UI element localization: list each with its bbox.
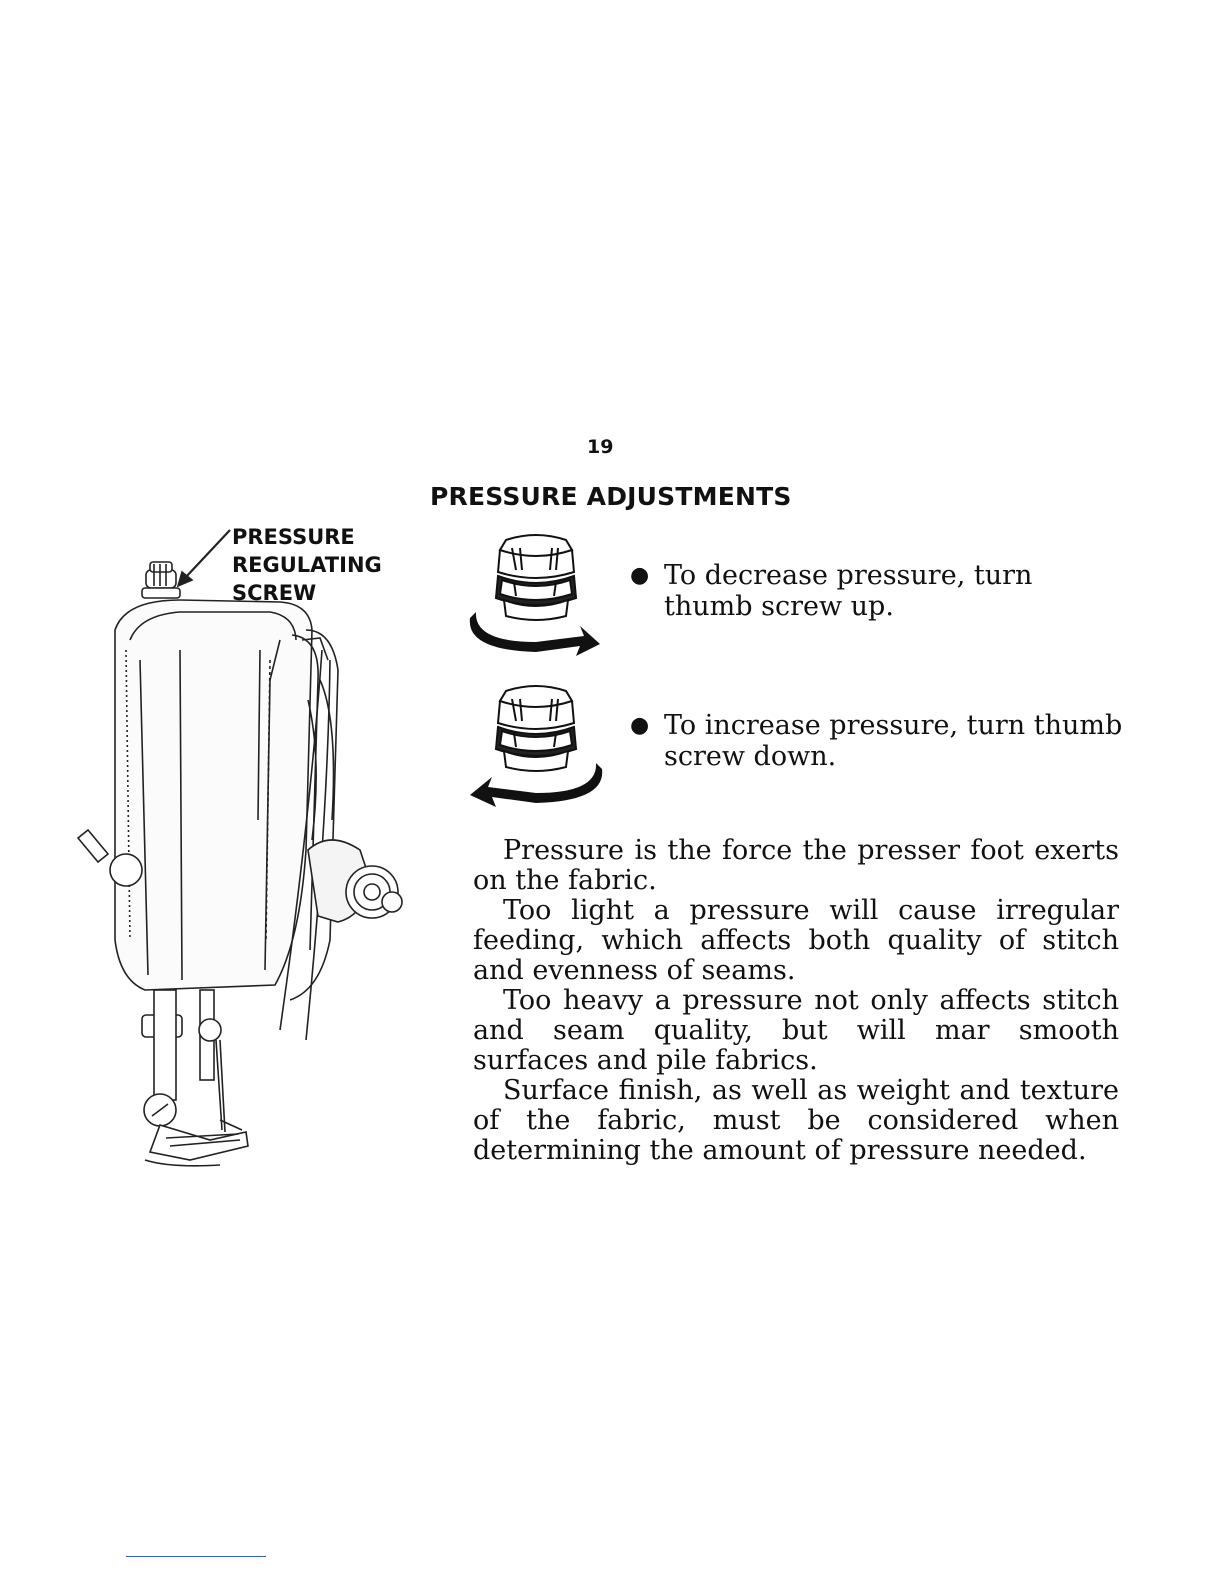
paragraph: Pressure is the force the presser foot exerts on the fabric.	[473, 835, 1119, 896]
instruction-decrease	[630, 560, 1125, 622]
pressure-regulating-screw-label	[232, 523, 382, 607]
sewing-machine-illustration	[70, 520, 420, 1170]
callout-line: SCREW	[232, 581, 317, 605]
callout-line: PRESSURE	[232, 525, 355, 549]
bullet-icon: ●	[630, 563, 650, 588]
instruction-text: To decrease pressure, turn thumb screw up.	[664, 560, 1033, 622]
callout-line: REGULATING	[232, 553, 382, 577]
paragraph: Surface finish, as well as weight and texture of the fabric, must be considered when determining the amount of pressure needed.	[473, 1075, 1119, 1166]
pressure-screw-icon	[142, 562, 180, 598]
instruction-increase	[630, 710, 1125, 772]
instruction-text: To increase pressure, turn thumb screw down.	[664, 710, 1123, 772]
bottom-rule	[126, 1556, 266, 1557]
page-number: 19	[587, 436, 614, 458]
paragraph: Too heavy a pressure not only affects stitch and seam quality, but will mar smooth surfaces and pile fabrics.	[473, 985, 1119, 1076]
body-text	[473, 836, 1119, 1166]
handwheel-icon	[308, 840, 402, 922]
bullet-icon: ●	[630, 713, 650, 738]
thumb-screw-turn-down-icon	[466, 683, 606, 808]
paragraph: Too light a pressure will cause irregular feeding, which affects both quality of stitch and evenness of seams.	[473, 895, 1119, 986]
thumb-screw-turn-up-icon	[466, 532, 606, 657]
page-title: PRESSURE ADJUSTMENTS	[430, 482, 792, 511]
